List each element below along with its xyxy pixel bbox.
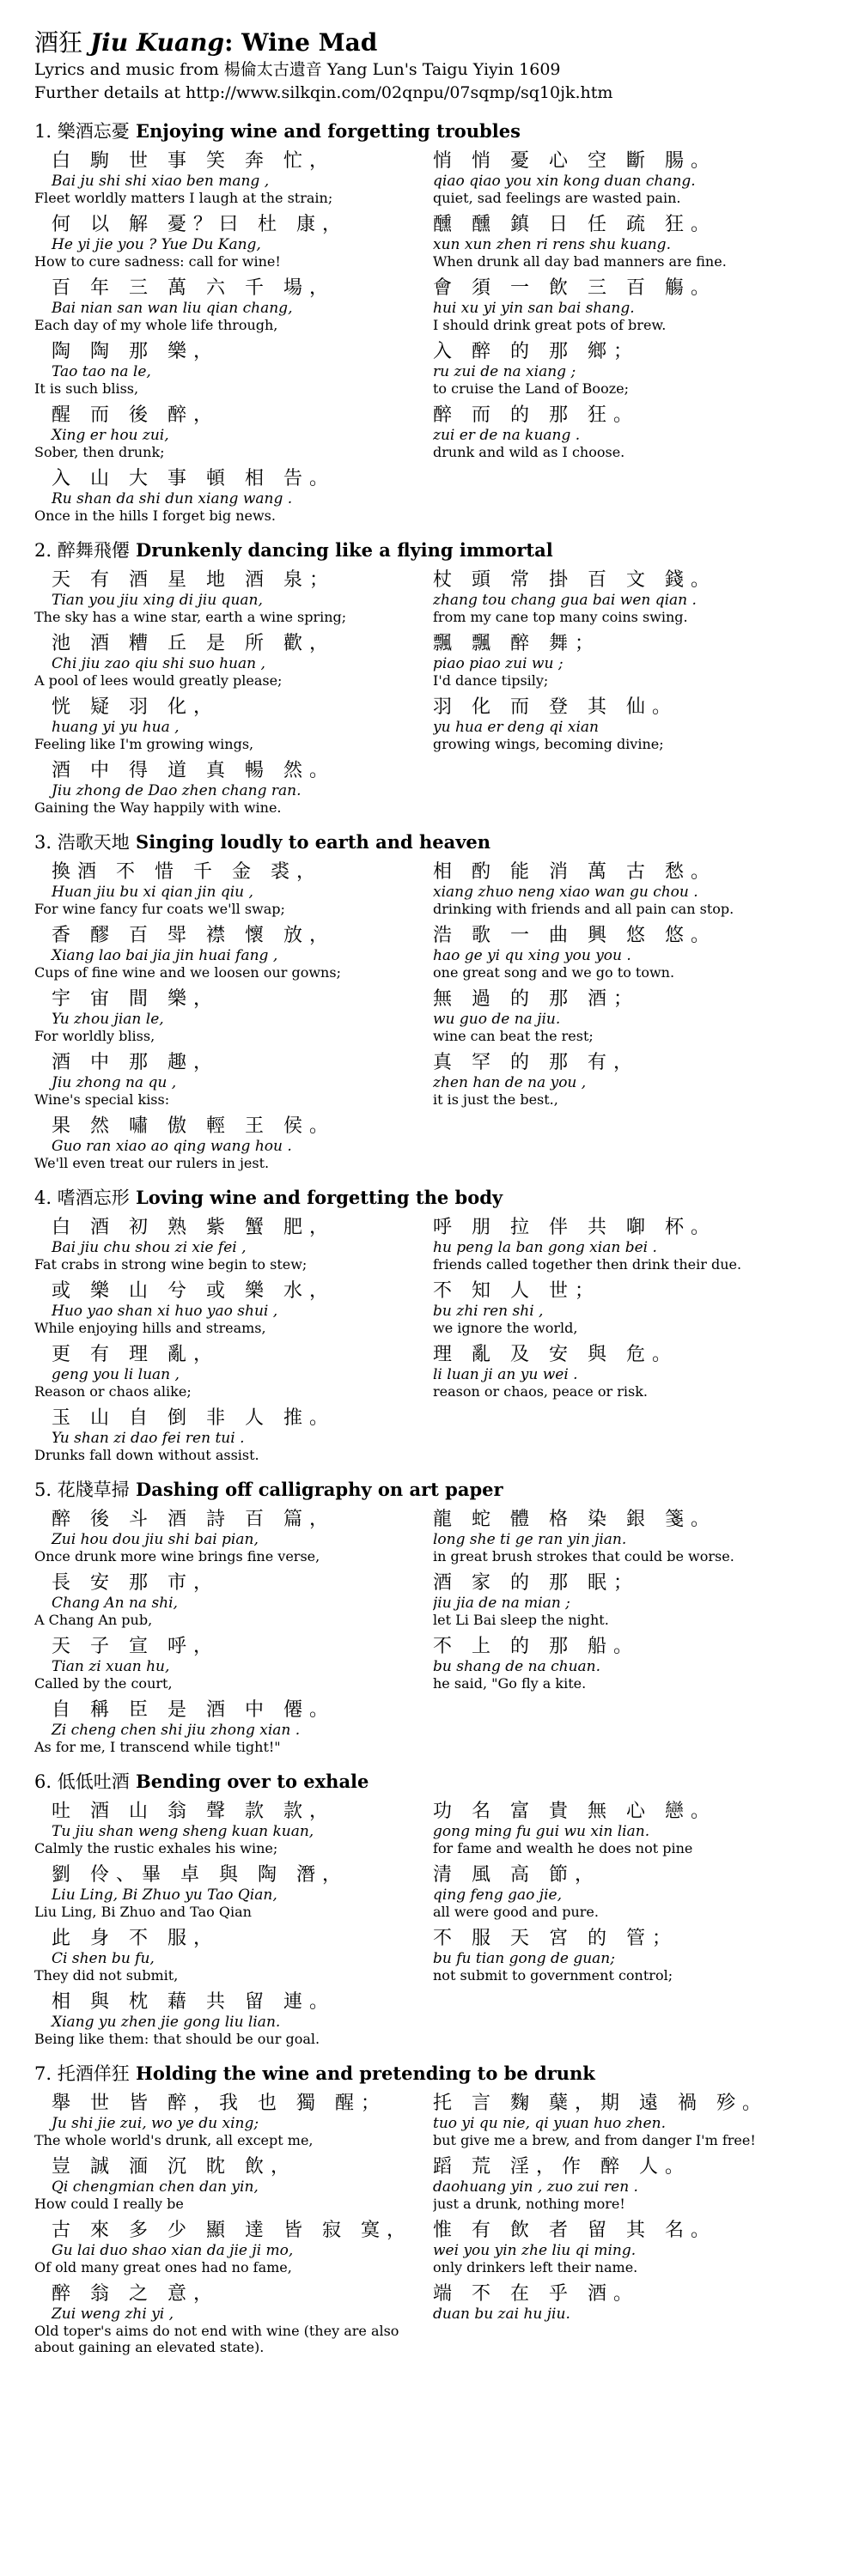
verse-right (433, 467, 833, 524)
verse-right (433, 1927, 833, 1984)
verse-left (34, 1800, 433, 1856)
verse-row (34, 2155, 833, 2212)
verse-right (433, 1863, 833, 1920)
pinyin-line: li luan ji an yu wei . (433, 1366, 578, 1383)
chinese-line: 池 酒 糟 丘 是 所 歡， (52, 633, 335, 654)
english-line: not submit to government control; (433, 1967, 673, 1984)
english-line: Cups of fine wine and we loosen our gowns; (34, 964, 341, 981)
chinese-line: 或 樂 山 兮 或 樂 水， (52, 1280, 335, 1302)
pinyin-line: Chi jiu zao qiu shi suo huan , (52, 655, 265, 672)
verse-row (34, 1508, 833, 1564)
pinyin-line: Bai jiu chu shou zi xie fei , (52, 1239, 247, 1256)
pinyin-line: Ci shen bu fu, (52, 1950, 155, 1967)
verse-right (433, 1343, 833, 1400)
section-title-english: Dashing off calligraphy on art paper (136, 1479, 503, 1500)
verse-left (34, 467, 433, 524)
section-title-english: Drunkenly dancing like a flying immortal (136, 539, 553, 561)
section-title (34, 1477, 833, 1503)
english-line: drunk and wild as I choose. (433, 444, 625, 460)
pinyin-line: geng you li luan , (52, 1366, 180, 1383)
verse-left (34, 1343, 433, 1400)
verse-row (34, 1927, 833, 1984)
english-line: The sky has a wine star, earth a wine spring; (34, 609, 347, 625)
pinyin-line: Zui weng zhi yi , (52, 2306, 174, 2323)
pinyin-line: Zui hou dou jiu shi bai pian, (52, 1531, 259, 1548)
pinyin-line: Ju shi jie zui, wo ye du xing; (52, 2115, 259, 2132)
chinese-line: 劉 伶、畢 卓 與 陶 潛， (52, 1864, 348, 1886)
verse-left (34, 696, 433, 752)
verse-left (34, 149, 433, 206)
english-line: Reason or chaos alike; (34, 1383, 192, 1400)
chinese-line: 酒 中 那 趣， (52, 1052, 219, 1073)
pinyin-line: Xing er hou zui, (52, 427, 169, 444)
pinyin-line: Zi cheng chen shi jiu zhong xian . (52, 1722, 301, 1739)
chinese-line: 更 有 理 亂， (52, 1344, 219, 1365)
title-chinese: 酒狂 (34, 28, 83, 57)
verse-left (34, 759, 433, 816)
verse-right (433, 213, 833, 270)
pinyin-line: bu zhi ren shi , (433, 1303, 544, 1320)
english-line: The whole world's drunk, all except me, (34, 2132, 314, 2148)
verse-row (34, 2092, 833, 2148)
english-line: reason or chaos, peace or risk. (433, 1383, 648, 1400)
section-title-chinese: 4. 嗜酒忘形 (34, 1188, 130, 1208)
chinese-line: 陶 陶 那 樂， (52, 341, 219, 362)
chinese-line: 惟 有 飲 者 留 其 名。 (433, 2220, 716, 2241)
verse-row (34, 1698, 833, 1755)
chinese-line: 何 以 解 憂？曰 杜 康， (52, 214, 348, 235)
chinese-line: 醉 而 的 那 狂。 (433, 404, 639, 426)
verse-row (34, 632, 833, 689)
verse-row (34, 1406, 833, 1463)
lyrics-section (34, 118, 833, 524)
verse-left (34, 987, 433, 1044)
verse-row (34, 1990, 833, 2047)
english-line: we ignore the world, (433, 1320, 578, 1336)
verse-left (34, 2219, 433, 2275)
english-line: let Li Bai sleep the night. (433, 1612, 609, 1628)
verse-row (34, 1635, 833, 1692)
lyrics-section (34, 1477, 833, 1755)
section-title (34, 1185, 833, 1211)
verse-left (34, 1698, 433, 1755)
english-line: Wine's special kiss: (34, 1091, 170, 1108)
verse-right (433, 1800, 833, 1856)
english-line: Sober, then drunk; (34, 444, 165, 460)
verse-row (34, 1571, 833, 1628)
pinyin-line: wei you yin zhe liu qi ming. (433, 2242, 637, 2259)
chinese-line: 香 醪 百 斝 襟 懷 放， (52, 925, 335, 946)
verse-row (34, 2219, 833, 2275)
chinese-line: 無 過 的 那 酒； (433, 988, 639, 1010)
verse-row (34, 1115, 833, 1171)
lyrics-section (34, 538, 833, 816)
verse-right (433, 2092, 833, 2148)
verse-row (34, 276, 833, 333)
verse-row (34, 696, 833, 752)
pinyin-line: Xiang lao bai jia jin huai fang , (52, 947, 278, 964)
pinyin-line: zhang tou chang gua bai wen qian . (433, 592, 697, 609)
pinyin-line: yu hua er deng qi xian (433, 719, 599, 736)
verse-right (433, 1115, 833, 1171)
verse-row (34, 860, 833, 917)
chinese-line: 端 不 在 乎 酒。 (433, 2283, 639, 2305)
pinyin-line: zhen han de na you , (433, 1074, 587, 1091)
chinese-line: 相 酌 能 消 萬 古 愁。 (433, 861, 716, 883)
chinese-line: 杖 頭 常 掛 百 文 錢。 (433, 569, 716, 591)
chinese-line: 蹈 荒 淫，作 醉 人。 (433, 2156, 691, 2178)
verse-right (433, 149, 833, 206)
pinyin-line: gong ming fu gui wu xin lian. (433, 1823, 650, 1840)
pinyin-line: hu peng la ban gong xian bei . (433, 1239, 657, 1256)
pinyin-line: Ru shan da shi dun xiang wang . (52, 490, 293, 507)
english-line: just a drunk, nothing more! (433, 2196, 625, 2212)
pinyin-line: duan bu zai hu jiu. (433, 2306, 570, 2323)
pinyin-line: bu shang de na chuan. (433, 1658, 601, 1675)
english-line: A Chang An pub, (34, 1612, 153, 1628)
verse-row (34, 1216, 833, 1273)
verse-left (34, 404, 433, 460)
verse-row (34, 149, 833, 206)
verse-left (34, 1635, 433, 1692)
chinese-line: 吐 酒 山 翁 聲 款 款， (52, 1801, 335, 1822)
verse-right (433, 860, 833, 917)
verse-row (34, 340, 833, 397)
chinese-line: 白 駒 世 事 笑 奔 忙， (52, 150, 335, 172)
chinese-line: 相 與 枕 藉 共 留 連。 (52, 1991, 335, 2013)
english-line: Calmly the rustic exhales his wine; (34, 1840, 278, 1856)
verse-row (34, 213, 833, 270)
verse-right (433, 632, 833, 689)
section-title-chinese: 2. 醉舞飛僊 (34, 540, 130, 561)
verse-left (34, 860, 433, 917)
chinese-line: 酒 家 的 那 眠； (433, 1572, 639, 1594)
verse-row (34, 404, 833, 460)
verse-right (433, 987, 833, 1044)
pinyin-line: Guo ran xiao ao qing wang hou . (52, 1138, 292, 1155)
chinese-line: 理 亂 及 安 與 危。 (433, 1344, 678, 1365)
verse-row (34, 1343, 833, 1400)
english-line: from my cane top many coins swing. (433, 609, 688, 625)
chinese-line: 天 有 酒 星 地 酒 泉； (52, 569, 335, 591)
english-line: Fat crabs in strong wine begin to stew; (34, 1256, 308, 1273)
pinyin-line: xiang zhuo neng xiao wan gu chou . (433, 884, 698, 901)
chinese-line: 悄 悄 憂 心 空 斷 腸。 (433, 150, 716, 172)
english-line: quiet, sad feelings are wasted pain. (433, 190, 681, 206)
english-line: all were good and pure. (433, 1904, 599, 1920)
lyrics-section (34, 1769, 833, 2047)
chinese-line: 不 服 天 宮 的 管； (433, 1928, 678, 1949)
chinese-line: 此 身 不 服， (52, 1928, 219, 1949)
section-title (34, 538, 833, 563)
pinyin-line: bu fu tian gong de guan; (433, 1950, 615, 1967)
pinyin-line: Tu jiu shan weng sheng kuan kuan, (52, 1823, 314, 1840)
chinese-line: 醉 後 斗 酒 詩 百 篇， (52, 1509, 335, 1530)
section-title-chinese: 3. 浩歌天地 (34, 832, 130, 853)
chinese-line: 會 須 一 飲 三 百 觴。 (433, 277, 716, 299)
chinese-line: 恍 疑 羽 化， (52, 696, 219, 718)
verse-right (433, 1216, 833, 1273)
chinese-line: 入 醉 的 那 鄉； (433, 341, 639, 362)
lyrics-section (34, 1185, 833, 1463)
english-line: wine can beat the rest; (433, 1028, 594, 1044)
verse-right (433, 1990, 833, 2047)
chinese-line: 真 罕 的 那 有， (433, 1052, 639, 1073)
verse-left (34, 1406, 433, 1463)
chinese-line: 果 然 嘯 傲 輕 王 侯。 (52, 1115, 335, 1137)
pinyin-line: daohuang yin , zuo zui ren . (433, 2178, 638, 2196)
english-line: Each day of my whole life through, (34, 317, 278, 333)
pinyin-line: zui er de na kuang . (433, 427, 581, 444)
title-pinyin: Jiu Kuang (89, 28, 225, 57)
english-line: They did not submit, (34, 1967, 179, 1984)
verse-right (433, 759, 833, 816)
verse-left (34, 276, 433, 333)
verse-right (433, 1279, 833, 1336)
english-line: While enjoying hills and streams, (34, 1320, 266, 1336)
section-title-chinese: 5. 花牋草掃 (34, 1479, 130, 1500)
pinyin-line: tuo yi qu nie, qi yuan huo zhen. (433, 2115, 666, 2132)
pinyin-line: piao piao zui wu ; (433, 655, 564, 672)
pinyin-line: qing feng gao jie, (433, 1886, 562, 1904)
verse-right (433, 1508, 833, 1564)
english-line: Of old many great ones had no fame, (34, 2259, 292, 2275)
english-line: When drunk all day bad manners are fine. (433, 253, 727, 270)
english-line: only drinkers left their name. (433, 2259, 638, 2275)
english-line: How to cure sadness: call for wine! (34, 253, 281, 270)
section-title-chinese: 1. 樂酒忘憂 (34, 121, 130, 142)
verse-left (34, 1863, 433, 1920)
verse-left (34, 1508, 433, 1564)
section-title (34, 118, 833, 144)
pinyin-line: xun xun zhen ri rens shu kuang. (433, 236, 671, 253)
pinyin-line: Jiu zhong na qu , (52, 1074, 177, 1091)
chinese-line: 不 上 的 那 船。 (433, 1636, 639, 1657)
verse-row (34, 2282, 833, 2355)
section-title-english: Loving wine and forgetting the body (136, 1187, 503, 1208)
section-title (34, 829, 833, 855)
section-title-english: Singing loudly to earth and heaven (136, 831, 491, 853)
section-title (34, 2061, 833, 2087)
english-line: I should drink great pots of brew. (433, 317, 667, 333)
verse-right (433, 1635, 833, 1692)
verse-row (34, 1863, 833, 1920)
english-line: drinking with friends and all pain can stop. (433, 901, 734, 917)
verse-row (34, 1279, 833, 1336)
english-line: it is just the best., (433, 1091, 558, 1108)
chinese-line: 百 年 三 萬 六 千 場， (52, 277, 335, 299)
verse-row (34, 924, 833, 981)
pinyin-line: jiu jia de na mian ; (433, 1595, 570, 1612)
english-line: Liu Ling, Bi Zhuo and Tao Qian (34, 1904, 252, 1920)
verse-left (34, 1216, 433, 1273)
chinese-line: 龍 蛇 體 格 染 銀 箋。 (433, 1509, 716, 1530)
pinyin-line: Gu lai duo shao xian da jie ji mo, (52, 2242, 294, 2259)
english-line: Old toper's aims do not end with wine (they are also about gaining an elevated state). (34, 2323, 399, 2355)
section-title (34, 1769, 833, 1795)
pinyin-line: Yu shan zi dao fei ren tui . (52, 1430, 245, 1447)
english-line: Drunks fall down without assist. (34, 1447, 259, 1463)
english-line: For worldly bliss, (34, 1028, 155, 1044)
english-line: to cruise the Land of Booze; (433, 380, 629, 397)
chinese-line: 自 稱 臣 是 酒 中 僊。 (52, 1699, 335, 1721)
english-line: I'd dance tipsily; (433, 672, 549, 689)
verse-left (34, 632, 433, 689)
verse-right (433, 1571, 833, 1628)
document-page (34, 27, 833, 2362)
chinese-line: 宇 宙 間 樂， (52, 988, 219, 1010)
english-line: We'll even treat our rulers in jest. (34, 1155, 270, 1171)
verse-row (34, 467, 833, 524)
lyrics-section (34, 829, 833, 1171)
chinese-line: 不 知 人 世； (433, 1280, 600, 1302)
pinyin-line: He yi jie you ? Yue Du Kang, (52, 236, 261, 253)
document-title (34, 27, 833, 58)
chinese-line: 舉 世 皆 醉，我 也 獨 醒； (52, 2093, 387, 2114)
verse-right (433, 1698, 833, 1755)
verse-left (34, 1990, 433, 2047)
chinese-line: 功 名 富 貴 無 心 戀。 (433, 1801, 716, 1822)
verse-right (433, 1051, 833, 1108)
section-title-english: Enjoying wine and forgetting troubles (136, 120, 521, 142)
chinese-line: 入 山 大 事 頓 相 告。 (52, 468, 335, 489)
pinyin-line: long she ti ge ran yin jian. (433, 1531, 627, 1548)
verse-row (34, 1051, 833, 1108)
english-line: Being like them: that should be our goal. (34, 2031, 320, 2047)
chinese-line: 豈 誠 湎 沉 眈 飲， (52, 2156, 296, 2178)
english-line: he said, "Go fly a kite. (433, 1675, 587, 1692)
english-line: A pool of lees would greatly please; (34, 672, 283, 689)
verse-right (433, 2282, 833, 2355)
pinyin-line: ru zui de na xiang ; (433, 363, 576, 380)
verse-right (433, 340, 833, 397)
chinese-line: 醒 而 後 醉， (52, 404, 219, 426)
pinyin-line: Bai ju shi shi xiao ben mang , (52, 173, 270, 190)
verse-left (34, 1115, 433, 1171)
english-line: It is such bliss, (34, 380, 139, 397)
pinyin-line: Tao tao na le, (52, 363, 151, 380)
lyrics-sections (34, 118, 833, 2355)
verse-left (34, 1279, 433, 1336)
verse-right (433, 568, 833, 625)
verse-left (34, 2092, 433, 2148)
verse-left (34, 2155, 433, 2212)
english-line: one great song and we go to town. (433, 964, 675, 981)
pinyin-line: huang yi yu hua , (52, 719, 180, 736)
verse-left (34, 340, 433, 397)
english-line: Gaining the Way happily with wine. (34, 799, 282, 816)
chinese-line: 換酒 不 惜 千 金 裘， (52, 861, 322, 883)
verse-right (433, 2155, 833, 2212)
english-line: Once in the hills I forget big news. (34, 507, 276, 524)
chinese-line: 酒 中 得 道 真 暢 然。 (52, 760, 335, 781)
pinyin-line: hao ge yi qu xing you you . (433, 947, 631, 964)
english-line: As for me, I transcend while tight!" (34, 1739, 281, 1755)
chinese-line: 古 來 多 少 顯 達 皆 寂 寞， (52, 2220, 412, 2241)
english-line: For wine fancy fur coats we'll swap; (34, 901, 285, 917)
chinese-line: 浩 歌 一 曲 興 悠 悠。 (433, 925, 716, 946)
english-line: Once drunk more wine brings fine verse, (34, 1548, 320, 1564)
lyrics-section (34, 2061, 833, 2355)
section-title-chinese: 6. 低低吐酒 (34, 1771, 130, 1792)
verse-right (433, 696, 833, 752)
source-line: Lyrics and music from 楊倫太古遺音 Yang Lun's Taigu Yiyin 1609 (34, 60, 561, 79)
chinese-line: 呼 朋 拉 伴 共 啣 杯。 (433, 1217, 716, 1238)
verse-row (34, 1800, 833, 1856)
english-line: How could I really be (34, 2196, 184, 2212)
chinese-line: 托 言 麴 蘖，期 遠 禍 殄。 (433, 2093, 768, 2114)
section-title-chinese: 7. 托酒佯狂 (34, 2063, 130, 2084)
verse-left (34, 213, 433, 270)
pinyin-line: Jiu zhong de Dao zhen chang ran. (52, 782, 302, 799)
english-line: friends called together then drink their due. (433, 1256, 742, 1273)
english-line: growing wings, becoming divine; (433, 736, 664, 752)
pinyin-line: Huan jiu bu xi qian jin qiu , (52, 884, 253, 901)
chinese-line: 醉 翁 之 意， (52, 2283, 219, 2305)
verse-left (34, 568, 433, 625)
verse-right (433, 1406, 833, 1463)
section-title-english: Bending over to exhale (136, 1771, 369, 1792)
english-line: for fame and wealth he does not pine (433, 1840, 693, 1856)
chinese-line: 飄 飄 醉 舞； (433, 633, 600, 654)
verse-left (34, 1051, 433, 1108)
chinese-line: 長 安 那 市， (52, 1572, 219, 1594)
verse-left (34, 2282, 433, 2355)
chinese-line: 天 子 宣 呼， (52, 1636, 219, 1657)
chinese-line: 羽 化 而 登 其 仙。 (433, 696, 678, 718)
chinese-line: 清 風 高 節， (433, 1864, 600, 1886)
verse-left (34, 924, 433, 981)
pinyin-line: wu guo de na jiu. (433, 1011, 561, 1028)
pinyin-line: Tian you jiu xing di jiu quan, (52, 592, 263, 609)
pinyin-line: Xiang yu zhen jie gong liu lian. (52, 2014, 281, 2031)
verse-left (34, 1571, 433, 1628)
pinyin-line: Tian zi xuan hu, (52, 1658, 170, 1675)
pinyin-line: Qi chengmian chen dan yin, (52, 2178, 259, 2196)
pinyin-line: Liu Ling, Bi Zhuo yu Tao Qian, (52, 1886, 277, 1904)
verse-right (433, 924, 833, 981)
verse-right (433, 404, 833, 460)
chinese-line: 白 酒 初 熟 紫 蟹 肥， (52, 1217, 335, 1238)
pinyin-line: Huo yao shan xi huo yao shui , (52, 1303, 278, 1320)
english-line: Fleet worldly matters I laugh at the strain; (34, 190, 333, 206)
english-line: Called by the court, (34, 1675, 173, 1692)
english-line: Feeling like I'm growing wings, (34, 736, 254, 752)
verse-right (433, 276, 833, 333)
title-english: : Wine Mad (224, 28, 378, 57)
verse-row (34, 759, 833, 816)
pinyin-line: hui xu yi yin san bai shang. (433, 300, 635, 317)
pinyin-line: qiao qiao you xin kong duan chang. (433, 173, 696, 190)
verse-left (34, 1927, 433, 1984)
pinyin-line: Chang An na shi, (52, 1595, 178, 1612)
pinyin-line: Yu zhou jian le, (52, 1011, 164, 1028)
chinese-line: 醺 醺 鎮 日 任 疏 狂。 (433, 214, 716, 235)
details-link[interactable]: Further details at http://www.silkqin.com/02qnpu/07sqmp/sq10jk.htm (34, 83, 613, 102)
english-line: in great brush strokes that could be worse. (433, 1548, 734, 1564)
verse-row (34, 987, 833, 1044)
verse-right (433, 2219, 833, 2275)
english-line: but give me a brew, and from danger I'm free! (433, 2132, 756, 2148)
pinyin-line: Bai nian san wan liu qian chang, (52, 300, 293, 317)
chinese-line: 玉 山 自 倒 非 人 推。 (52, 1407, 335, 1429)
section-title-english: Holding the wine and pretending to be drunk (136, 2063, 595, 2084)
verse-row (34, 568, 833, 625)
